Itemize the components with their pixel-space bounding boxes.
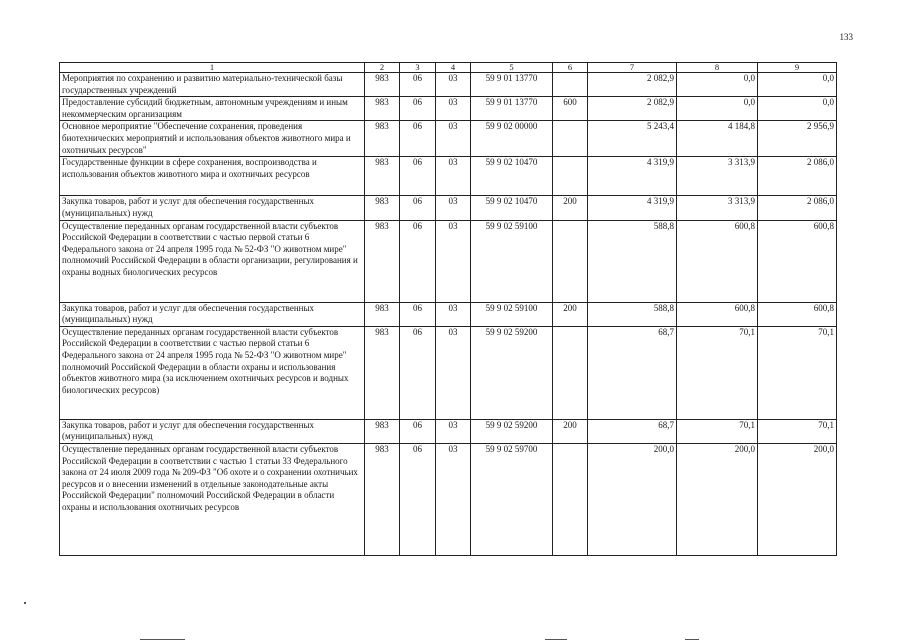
column-header: 4 [436,63,471,73]
row-value-col9: 600,8 [758,220,837,302]
header-row [60,63,837,73]
row-subsection: 03 [436,302,471,326]
table-row [60,220,837,302]
row-section: 06 [400,73,436,97]
row-value-col9: 2 086,0 [758,196,837,220]
row-expense-kind [553,121,588,157]
row-value-col7: 5 243,4 [588,121,677,157]
row-value-col7: 2 082,9 [588,73,677,97]
row-value-col8: 3 313,9 [677,157,758,196]
row-expense-kind [553,220,588,302]
table-row [60,73,837,97]
column-header: 2 [365,63,400,73]
row-admin-code: 983 [365,73,400,97]
row-section: 06 [400,196,436,220]
row-subsection: 03 [436,443,471,555]
row-section: 06 [400,326,436,419]
table-row [60,97,837,121]
row-admin-code: 983 [365,302,400,326]
row-subsection: 03 [436,157,471,196]
row-target-article: 59 9 01 13770 [471,97,553,121]
table-row [60,419,837,443]
row-target-article: 59 9 02 59200 [471,419,553,443]
row-value-col9: 0,0 [758,73,837,97]
row-expense-kind: 600 [553,97,588,121]
row-admin-code: 983 [365,157,400,196]
row-name: Осуществление переданных органам государственной власти субъектов Российской Федерации в соответствии с частью 1 статьи 33 Федерального закона от 24 июля 2009 года № 209-ФЗ "Об охоте и о сохранении охотничьих ресурсов и о внесении изменений в отдельные законодательные акты Российской Федерации" полномочий Российской Федерации в области охраны и использования охотничьих ресурсов [60,443,365,555]
row-section: 06 [400,121,436,157]
row-value-col7: 4 319,9 [588,157,677,196]
row-admin-code: 983 [365,443,400,555]
column-header: 7 [588,63,677,73]
row-value-col8: 70,1 [677,419,758,443]
row-value-col9: 2 086,0 [758,157,837,196]
row-expense-kind [553,326,588,419]
page-number: 133 [839,32,853,42]
row-target-article: 59 9 02 00000 [471,121,553,157]
row-target-article: 59 9 02 59700 [471,443,553,555]
row-name: Мероприятия по сохранению и развитию материально-технической базы государственных учреждений [60,73,365,97]
table-row [60,121,837,157]
row-subsection: 03 [436,73,471,97]
row-name: Закупка товаров, работ и услуг для обеспечения государственных (муниципальных) нужд [60,196,365,220]
row-expense-kind: 200 [553,196,588,220]
row-value-col8: 70,1 [677,326,758,419]
row-admin-code: 983 [365,419,400,443]
column-header: 3 [400,63,436,73]
row-value-col8: 4 184,8 [677,121,758,157]
row-subsection: 03 [436,220,471,302]
row-value-col9: 2 956,9 [758,121,837,157]
row-value-col8: 200,0 [677,443,758,555]
row-value-col9: 0,0 [758,97,837,121]
row-name: Осуществление переданных органам государственной власти субъектов Российской Федерации в соответствии с частью первой статьи 6 Федерального закона от 24 апреля 1995 года № 52-ФЗ "О животном мире" полномочий Российской Федерации в области охраны и использования объектов животного мира (за исключением охотничьих ресурсов и водных биологических ресурсов) [60,326,365,419]
row-admin-code: 983 [365,326,400,419]
row-value-col8: 3 313,9 [677,196,758,220]
column-header: 6 [553,63,588,73]
row-value-col9: 600,8 [758,302,837,326]
row-section: 06 [400,157,436,196]
table-row [60,302,837,326]
table-row [60,443,837,555]
column-header: 1 [60,63,365,73]
row-name: Государственные функции в сфере сохранения, воспроизводства и использования объектов животного мира и охотничьих ресурсов [60,157,365,196]
row-expense-kind [553,73,588,97]
row-admin-code: 983 [365,196,400,220]
row-expense-kind: 200 [553,419,588,443]
row-target-article: 59 9 01 13770 [471,73,553,97]
column-header: 8 [677,63,758,73]
column-header: 5 [471,63,553,73]
row-section: 06 [400,220,436,302]
row-expense-kind: 200 [553,302,588,326]
scan-speck [24,602,26,604]
row-target-article: 59 9 02 10470 [471,157,553,196]
row-name: Предоставление субсидий бюджетным, автономным учреждениям и иным некоммерческим организациям [60,97,365,121]
row-value-col9: 70,1 [758,419,837,443]
table-row [60,196,837,220]
row-section: 06 [400,419,436,443]
table-row [60,326,837,419]
row-admin-code: 983 [365,121,400,157]
row-value-col7: 68,7 [588,326,677,419]
budget-table [59,62,837,556]
row-value-col9: 200,0 [758,443,837,555]
row-subsection: 03 [436,97,471,121]
row-expense-kind [553,443,588,555]
row-name: Закупка товаров, работ и услуг для обеспечения государственных (муниципальных) нужд [60,419,365,443]
row-target-article: 59 9 02 59100 [471,302,553,326]
row-value-col8: 600,8 [677,220,758,302]
row-subsection: 03 [436,121,471,157]
row-value-col9: 70,1 [758,326,837,419]
row-expense-kind [553,157,588,196]
row-subsection: 03 [436,326,471,419]
row-target-article: 59 9 02 59100 [471,220,553,302]
row-section: 06 [400,443,436,555]
row-value-col7: 588,8 [588,220,677,302]
row-section: 06 [400,97,436,121]
column-header: 9 [758,63,837,73]
row-target-article: 59 9 02 10470 [471,196,553,220]
row-value-col8: 0,0 [677,97,758,121]
row-value-col7: 2 082,9 [588,97,677,121]
row-admin-code: 983 [365,97,400,121]
row-name: Основное мероприятие "Обеспечение сохранения, проведения биотехнических мероприятий и использования объектов животного мира и охотничьих ресурсов" [60,121,365,157]
table-row [60,157,837,196]
row-admin-code: 983 [365,220,400,302]
row-subsection: 03 [436,196,471,220]
row-value-col8: 0,0 [677,73,758,97]
row-value-col7: 68,7 [588,419,677,443]
row-subsection: 03 [436,419,471,443]
row-value-col8: 600,8 [677,302,758,326]
row-value-col7: 588,8 [588,302,677,326]
row-value-col7: 4 319,9 [588,196,677,220]
row-target-article: 59 9 02 59200 [471,326,553,419]
row-name: Осуществление переданных органам государственной власти субъектов Российской Федерации в соответствии с частью первой статьи 6 Федерального закона от 24 апреля 1995 года № 52-ФЗ "О животном мире" полномочий Российской Федерации в области организации, регулирования и охраны водных биологических ресурсов [60,220,365,302]
row-value-col7: 200,0 [588,443,677,555]
row-name: Закупка товаров, работ и услуг для обеспечения государственных (муниципальных) нужд [60,302,365,326]
row-section: 06 [400,302,436,326]
